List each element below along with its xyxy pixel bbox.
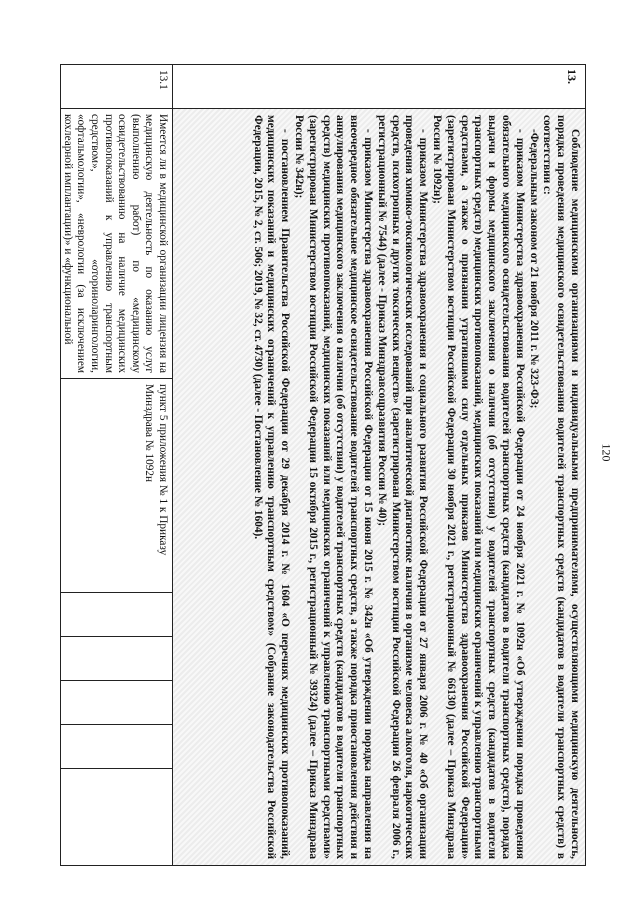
answer-cell-yes[interactable] bbox=[61, 593, 173, 637]
paragraph-order-342n: - приказом Министерства здравоохранения Российской Федерации от 15 июня 2015 г. № 342н «Об утверждении порядка направления на внеочередное обязательное медицинское освидетельствование водителей транспортных средств, а также порядка приостановления действия и аннулирования медицинского заключения о наличии (об отсутствии) у водителей транспортных средств (кандидатов в водители транспортных средств) медицинских противопоказаний, медицинских показаний или медицинских ограничений к управлению транспортными средствами» (зарегистрирован Министерством юстиции Российской Федерации 15 октября 2015 г., регистрационный № 39324) (далее – Приказ Минздрава России № 342н); bbox=[293, 115, 375, 859]
table-row-13 bbox=[172, 65, 585, 865]
notes-cell[interactable] bbox=[61, 769, 173, 865]
row-number: 13.1 bbox=[61, 65, 173, 109]
answer-cell-na[interactable] bbox=[61, 681, 173, 725]
paragraph-order-40: - приказом Министерства здравоохранения и социального развития Российской Федерации от 27 января 2006 г. № 40 «Об организации проведения химико-токсикологических исследований при аналитической диагностике наличия в организме человека алкоголя, наркотических средств, психотропных и других токсических веществ» (зарегистрирован Министерством юстиции Российской Федерации 26 февраля 2006 г., регистрационный № 7544) (далее - Приказ Минздравсоцразвития России № 40); bbox=[375, 115, 430, 859]
reference-cell: пункт 5 приложения № 1 к Приказу Минздрава № 1092н bbox=[61, 379, 173, 593]
paragraph-resolution-1604: - постановлением Правительства Российской Федерации от 29 декабря 2014 г. № 1604 «О перечнях медицинских противопоказаний, медицинских показаний и медицинских ограничений к управлению транспортным средством» (Собрание законодательства Российской Федерации, 2015, № 2, ст. 506; 2019, № 32, ст. 4730) (далее - Постановление № 1604). bbox=[251, 115, 292, 859]
question-cell: Имеется ли в медицинской организации лицензия на медицинскую деятельность по оказанию услуг (выполнению работ) по «медицинскому освидетельствованию на наличие медицинских противопоказаний к управлению транспортным средством», «оториноларингологии, «офтальмологии», «неврологии (за исключением кохлеарной имплантации)» и «функциональной bbox=[61, 109, 173, 379]
checklist-table bbox=[60, 64, 586, 866]
paragraph-law: -Федеральным законом от 21 ноября 2011 г. № 323-ФЗ; bbox=[527, 129, 540, 409]
requirement-text bbox=[173, 109, 585, 865]
paragraph-intro: Соблюдение медицинскими организациями и индивидуальными предпринимателями, осуществляющими медицинскую деятельность, порядка проведения медицинского освидетельствования водителей транспортных средств (кандидатов в водители транспортных средств) в соответствии с: bbox=[541, 115, 581, 859]
row-number: 13. bbox=[173, 65, 585, 109]
answer-cell-no[interactable] bbox=[61, 637, 173, 681]
paragraph-order-1092n: - приказом Министерства здравоохранения Российской Федерации от 24 ноября 2021 г. № 1092н «Об утверждении порядка проведения обязательного медицинского освидетельствования водителей транспортных средств (кандидатов в водители транспортных средств), порядка выдачи и формы медицинского заключения о наличии (об отсутствии) у водителей транспортных средств (кандидатов в водители транспортных средств) медицинских противопоказаний, медицинских показаний или медицинских ограничений к управлению транспортными средствами, а также о признании утратившими силу отдельных приказов Министерства здравоохранения Российской Федерации» (зарегистрирован Министерством юстиции Российской Федерации 30 ноября 2021 г., регистрационный № 66130) (далее – Приказ Минздрава России № 1092н); bbox=[431, 115, 526, 859]
answer-cell-extra[interactable] bbox=[61, 725, 173, 769]
table-row-13-1 bbox=[61, 65, 173, 865]
page-number: 120 bbox=[599, 443, 614, 461]
